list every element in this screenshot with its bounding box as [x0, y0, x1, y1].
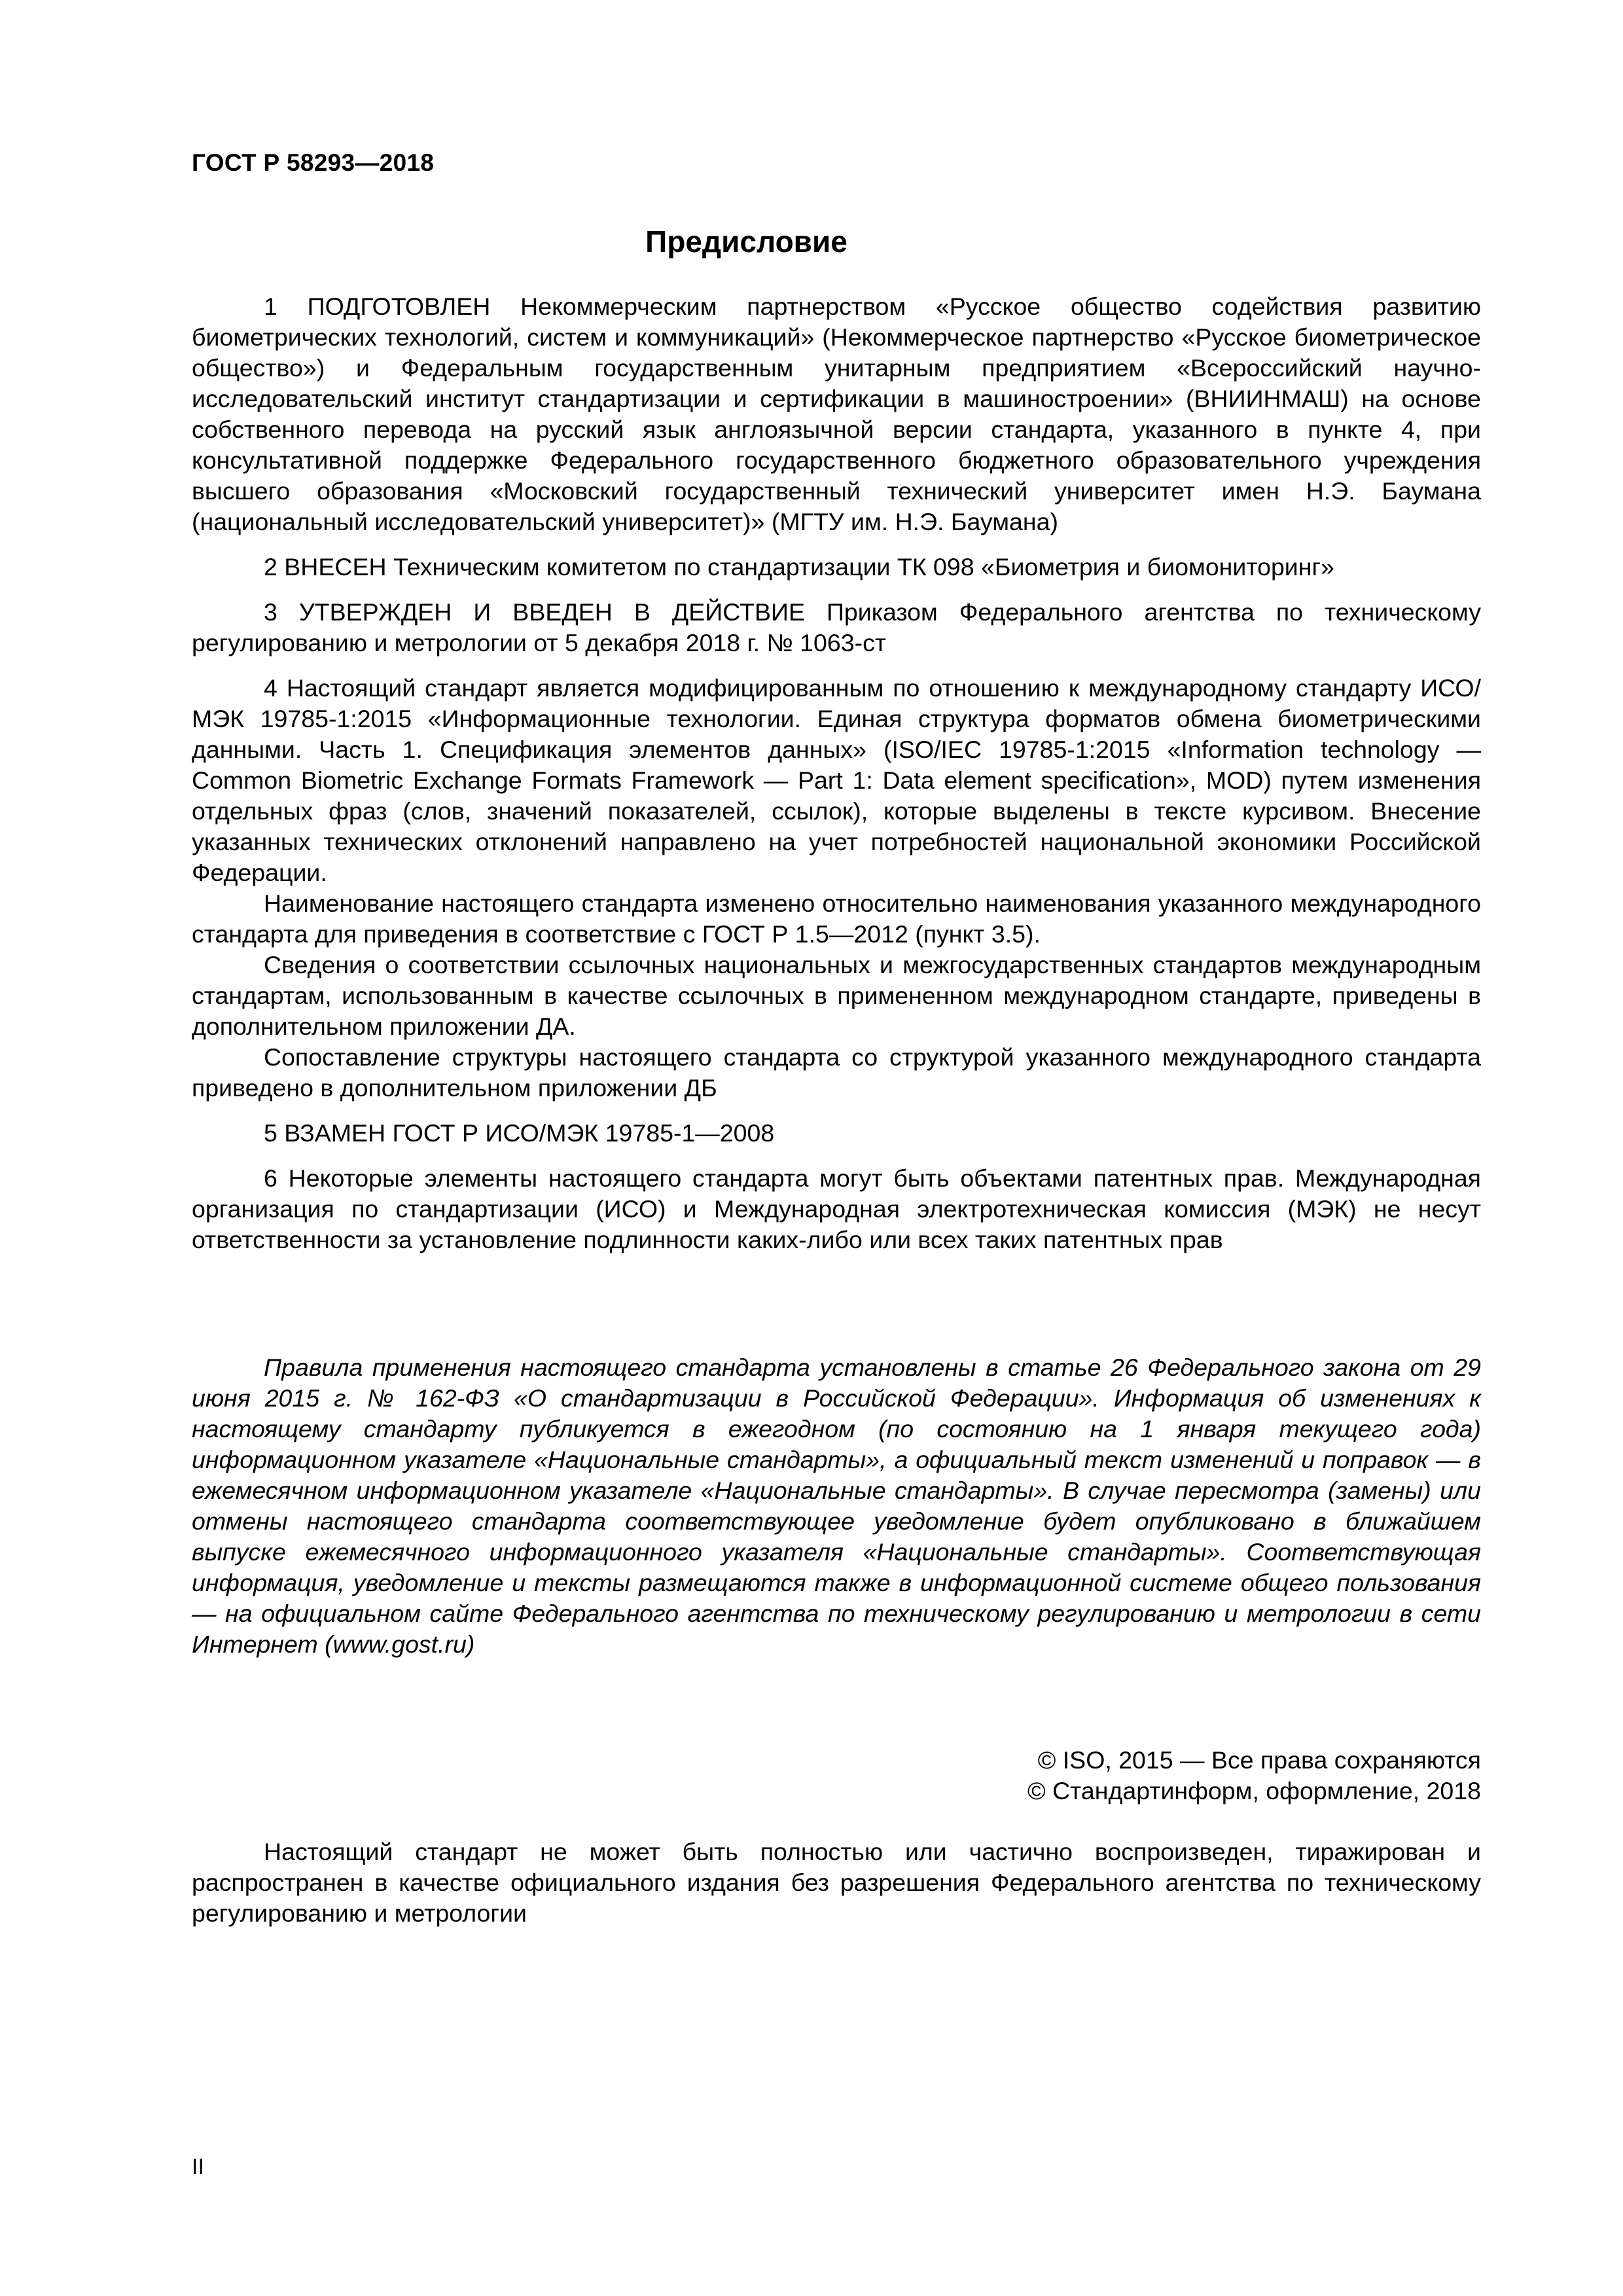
- paragraph-prepared-by: 1 ПОДГОТОВЛЕН Некоммерческим партнерством «Русское общество содействия развитию биометрических технологий, систем и коммуникаций» (Некоммерческое партнерство «Русское биометрическое общество») и Федеральным государственным унитарным предприятием «Всероссийский научно-исследовательский институт стандартизации и сертификации в машиностроении» (ВНИИНМАШ) на основе собственного перевода на русский язык англоязычной версии стандарта, указанного в пункте 4, при консультативной поддержке Федерального государственного бюджетного образовательного учреждения высшего образования «Московский государственный технический университет имен Н.Э. Баумана (национальный исследовательский университет)» (МГТУ им. Н.Э. Баумана): [192, 293, 1481, 535]
- foreword-body: [192, 291, 1481, 1929]
- copyright-block: [192, 1745, 1481, 1806]
- document-header: ГОСТ Р 58293—2018: [192, 149, 435, 176]
- paragraph-name-change: Наименование настоящего стандарта изменено относительно наименования указанного международного стандарта для приведения в соответствие с ГОСТ Р 1.5—2012 (пункт 3.5).: [192, 889, 1481, 948]
- page-title: Предисловие: [645, 224, 847, 259]
- paragraph-reference-info: Сведения о соответствии ссылочных национальных и межгосударственных стандартов международным стандартам, использованным в качестве ссылочных в примененном международном стандарте, приведены в дополнительном приложении ДА.: [192, 951, 1481, 1040]
- legal-notice: Правила применения настоящего стандарта установлены в статье 26 Федерального закона от 29 июня 2015 г. № 162-ФЗ «О стандартизации в Российской Федерации». Информация об изменениях к настоящему стандарту публикуется в ежегодном (по состоянию на 1 января текущего года) информационном указателе «Национальные стандарты», а официальный текст изменений и поправок — в ежемесячном информационном указателе «Национальные стандарты». В случае пересмотра (замены) или отмены настоящего стандарта соответствующее уведомление будет опубликовано в ближайшем выпуске ежемесячного информационного указателя «Национальные стандарты». Соответствующая информация, уведомление и тексты размещаются также в информационной системе общего пользования — на официальном сайте Федерального агентства по техническому регулированию и метрологии в сети Интернет (www.gost.ru): [192, 1354, 1481, 1658]
- reproduction-notice: Настоящий стандарт не может быть полностью или частично воспроизведен, тиражирован и распространен в качестве официального издания без разрешения Федерального агентства по техническому регулированию и метрологии: [192, 1838, 1481, 1927]
- copyright-standartinform: © Стандартинформ, оформление, 2018: [1027, 1777, 1481, 1804]
- copyright-iso: © ISO, 2015 — Все права сохраняются: [1037, 1746, 1481, 1774]
- paragraph-replaces: 5 ВЗАМЕН ГОСТ Р ИСО/МЭК 19785-1—2008: [264, 1119, 775, 1147]
- paragraph-introduced-by: 2 ВНЕСЕН Техническим комитетом по стандартизации ТК 098 «Биометрия и биомониторинг»: [264, 553, 1334, 581]
- paragraph-structure-comparison: Сопоставление структуры настоящего стандарта со структурой указанного международного стандарта приведено в дополнительном приложении ДБ: [192, 1043, 1481, 1102]
- paragraph-patent-rights: 6 Некоторые элементы настоящего стандарта могут быть объектами патентных прав. Международная организация по стандартизации (ИСО) и Международная электротехническая комиссия (МЭК) не несут ответственности за установление подлинности каких-либо или всех таких патентных прав: [192, 1164, 1481, 1253]
- paragraph-approved: 3 УТВЕРЖДЕН И ВВЕДЕН В ДЕЙСТВИЕ Приказом Федерального агентства по техническому регулированию и метрологии от 5 декабря 2018 г. № 1063-ст: [192, 598, 1481, 656]
- page-number: II: [192, 2155, 204, 2179]
- paragraph-modified-standard: 4 Настоящий стандарт является модифицированным по отношению к международному стандарту ИСО/МЭК 19785-1:2015 «Информационные технологии. Единая структура форматов обмена биометрическими данными. Часть 1. Спецификация элементов данных» (ISO/IEC 19785-1:2015 «Information technology — Common Biometric Exchange Formats Framework — Part 1: Data element specification», MOD) путем изменения отдельных фраз (слов, значений показателей, ссылок), которые выделены в тексте курсивом. Внесение указанных технических отклонений направлено на учет потребностей национальной экономики Российской Федерации.: [192, 674, 1481, 886]
